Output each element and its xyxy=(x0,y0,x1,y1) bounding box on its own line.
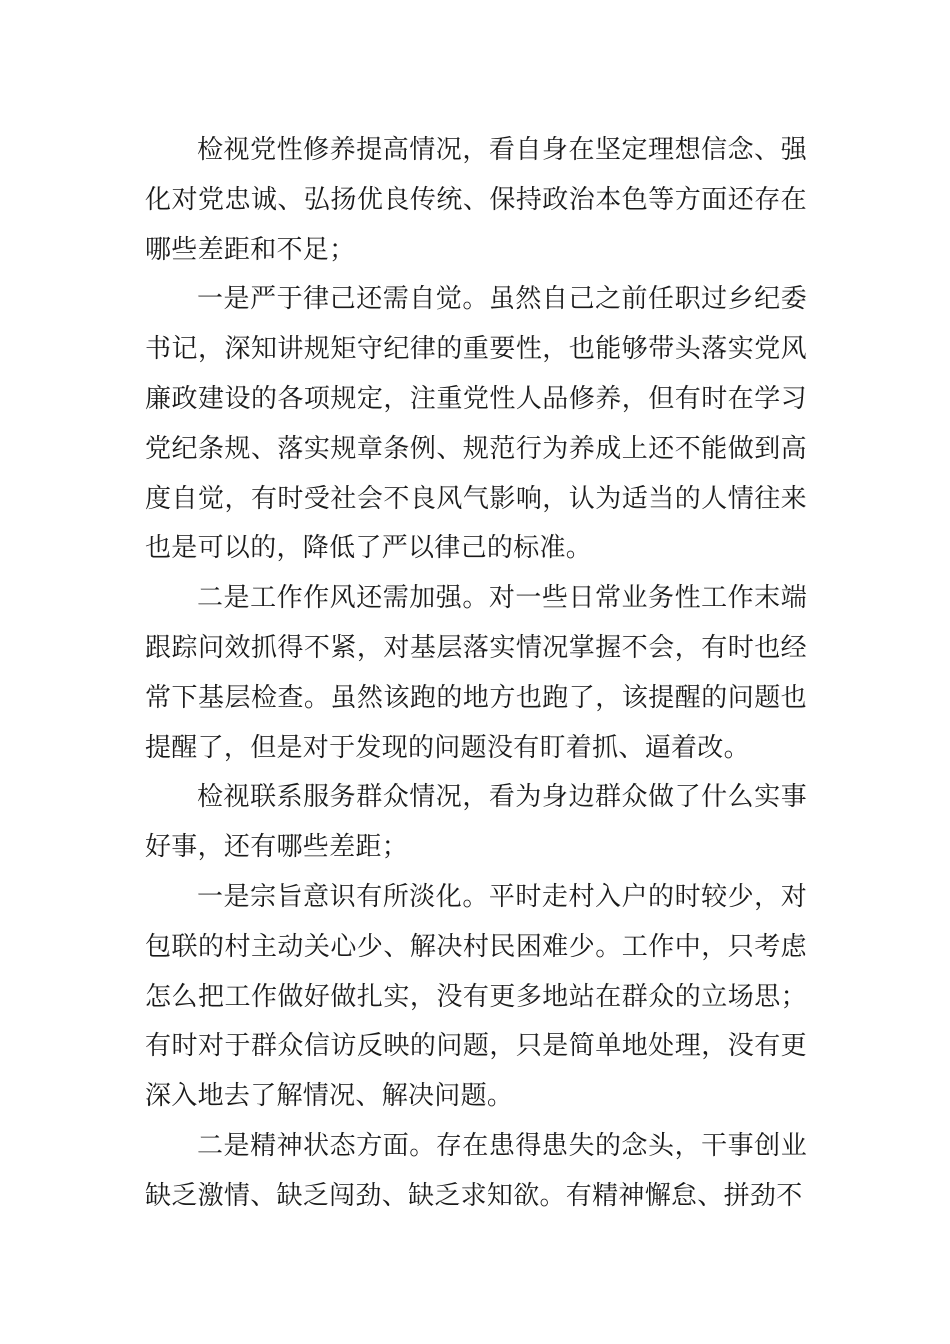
paragraph-purpose-awareness: 一是宗旨意识有所淡化。平时走村入户的时较少，对包联的村主动关心少、解决村民困难少。工作中，只考虑怎么把工作做好做扎实，没有更多地站在群众的立场思；有时对于群众信访反映的问题，只是简单地处理，没有更深入地去了解情况、解决问题。 xyxy=(145,881,807,1112)
paragraph-self-discipline: 一是严于律己还需自觉。虽然自己之前任职过乡纪委书记，深知讲规矩守纪律的重要性，也能够带头落实党风廉政建设的各项规定，注重党性人品修养，但有时在学习党纪条规、落实规章条例、规范行为养成上还不能做到高度自觉，有时受社会不良风气影响，认为适当的人情往来也是可以的，降低了严以律己的标准。 xyxy=(145,284,807,564)
paragraph-mental-state: 二是精神状态方面。存在患得患失的念头，干事创业缺乏激情、缺乏闯劲、缺乏求知欲。有精神懈怠、拼劲不 xyxy=(145,1130,807,1211)
document-body xyxy=(145,126,807,1222)
paragraph-serving-masses-review: 检视联系服务群众情况，看为身边群众做了什么实事好事，还有哪些差距； xyxy=(145,782,807,863)
paragraph-party-spirit-review: 检视党性修养提高情况，看自身在坚定理想信念、强化对党忠诚、弘扬优良传统、保持政治本色等方面还存在哪些差距和不足； xyxy=(145,135,807,265)
paragraph-work-style: 二是工作作风还需加强。对一些日常业务性工作末端跟踪问效抓得不紧，对基层落实情况掌握不会，有时也经常下基层检查。虽然该跑的地方也跑了，该提醒的问题也提醒了，但是对于发现的问题没有盯着抓、逼着改。 xyxy=(145,583,807,763)
